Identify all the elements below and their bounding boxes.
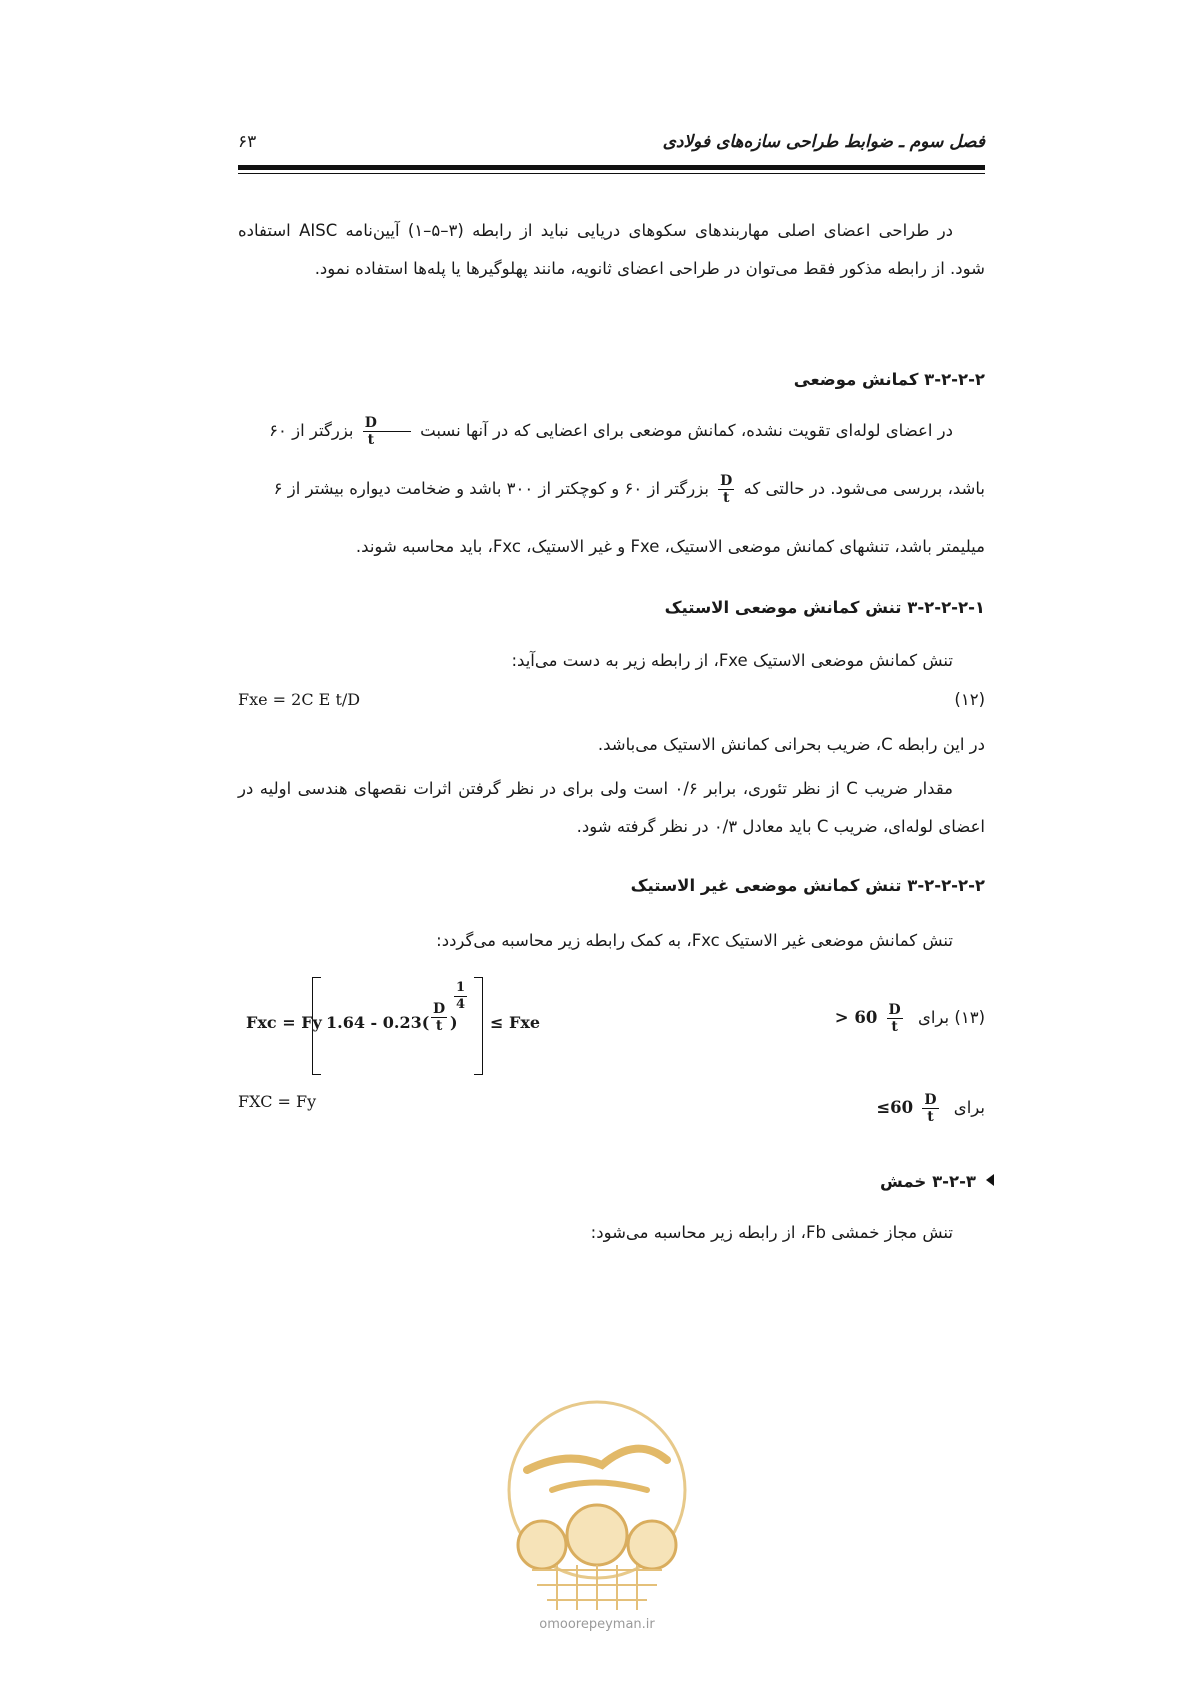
exp-den: 4 <box>456 997 466 1012</box>
paragraph-2 <box>238 412 985 450</box>
heading-bending <box>880 1172 994 1191</box>
frac-num: D <box>720 473 733 489</box>
p3-text: تنش کمانش موضعی الاستیک Fxe، از رابطه زیر به دست می‌آید: <box>511 651 953 670</box>
eq14-cond-value: ≤60 <box>876 1098 914 1117</box>
frac-den: t <box>435 1018 443 1034</box>
equation-13-condition <box>835 1002 985 1035</box>
eq13-lhs: Fxc = Fy <box>246 1013 322 1032</box>
p6-text: تنش کمانش موضعی غیر الاستیک Fxc، به کمک رابطه زیر محاسبه می‌گردد: <box>436 931 953 950</box>
heading-elastic-local-buckling: ۳-۲-۲-۲-۱ تنش کمانش موضعی الاستیک <box>664 598 985 617</box>
paragraph-7 <box>238 1214 985 1252</box>
ratio-d-over-t-2 <box>718 473 734 506</box>
logo-emblem-icon <box>497 1395 697 1615</box>
header-rule-thick <box>238 165 985 170</box>
frac-num: D <box>888 1002 901 1018</box>
logo-url: omoorepeyman.ir <box>539 1617 655 1632</box>
eq13-close-paren: ) <box>450 1013 458 1032</box>
paragraph-1: در طراحی اعضای اصلی مهاربندهای سکوهای دریایی نباید از رابطه (۳–۵–۱) آیین‌نامه AISC استفاده شود. از رابطه مذکور فقط می‌توان در طراحی اعضای ثانویه، مانند پهلوگیرها یا پله‌ها استفاده نمود. <box>238 221 985 278</box>
eq13-cond-ratio <box>887 1002 903 1035</box>
equation-14 <box>238 1092 985 1132</box>
equation-12 <box>238 690 985 730</box>
eq13-d-over-t <box>431 1001 447 1034</box>
eq14-formula: FXC = Fy <box>238 1092 317 1111</box>
frac-num: D <box>363 415 411 432</box>
paragraph-2-line-3: میلیمتر باشد، تنشهای کمانش موضعی الاستیک، Fxe و غیر الاستیک، Fxc، باید محاسبه شوند. <box>355 537 985 556</box>
heading-inelastic-local-buckling: ۳-۲-۲-۲-۲ تنش کمانش موضعی غیر الاستیک <box>630 876 985 895</box>
paragraph-4: در این رابطه C، ضریب بحرانی کمانش الاستیک می‌باشد. <box>597 735 985 754</box>
heading-local-buckling: ۳-۲-۲-۲ کمانش موضعی <box>793 370 985 389</box>
header-rule-thin <box>238 173 985 174</box>
eq13-cond-prefix: (۱۳) برای <box>917 1008 985 1027</box>
frac-num: D <box>433 1001 446 1017</box>
eq12-number: (۱۲) <box>954 690 985 709</box>
frac-den: t <box>367 432 375 448</box>
p2-line1-a: در اعضای لوله‌ای تقویت نشده، کمانش موضعی برای اعضایی که در آنها نسبت <box>420 421 953 440</box>
bullet-arrow-icon <box>986 1174 994 1186</box>
eq13-right-bracket <box>474 977 483 1075</box>
paragraph-2-line-2 <box>238 470 985 508</box>
page-number: ۶۳ <box>238 132 257 152</box>
eq14-cond-ratio <box>922 1092 938 1125</box>
frac-den: t <box>927 1109 934 1125</box>
p2-line1-b: بزرگتر از ۶۰ <box>269 421 354 440</box>
p2-line2-b: بزرگتر از ۶۰ و کوچکتر از ۳۰۰ باشد و ضخامت دیواره بیشتر از ۶ <box>273 479 709 498</box>
paragraph-5: مقدار ضریب C از نظر تئوری، برابر ۰/۶ است ولی برای در نظر گرفتن اثرات نقصهای هندسی اولیه در اعضای لوله‌ای، ضریب C باید معادل ۰/۳ در نظر گرفته شود. <box>238 779 985 836</box>
eq13-cond-value: > 60 <box>834 1008 878 1027</box>
chapter-title: فصل سوم ـ ضوابط طراحی سازه‌های فولادی <box>662 132 985 152</box>
p2-line2-a: باشد، بررسی می‌شود. در حالتی که <box>743 479 985 498</box>
paragraph-6 <box>238 922 985 960</box>
frac-den: t <box>891 1019 898 1035</box>
eq14-cond-prefix: برای <box>953 1098 985 1117</box>
page-header <box>238 126 985 166</box>
eq13-rhs: ≤ Fxe <box>490 1013 541 1032</box>
equation-14-condition <box>876 1092 985 1125</box>
equation-13-formula <box>246 975 546 1075</box>
watermark-logo <box>497 1395 697 1635</box>
heading-bending-text: ۳-۲-۳ خمش <box>880 1172 976 1191</box>
eq13-left-bracket <box>312 977 321 1075</box>
eq12-formula: Fxe = 2C E t/D <box>238 690 361 709</box>
frac-num: D <box>924 1092 937 1108</box>
eq13-inner: 1.64 - 0.23( <box>326 1013 430 1032</box>
paragraph-3 <box>238 642 985 680</box>
p7-text: تنش مجاز خمشی Fb، از رابطه زیر محاسبه می‌شود: <box>590 1223 953 1242</box>
frac-den: t <box>723 490 730 506</box>
ratio-d-over-t <box>363 415 411 448</box>
eq13-exponent <box>454 980 467 1013</box>
exp-num: 1 <box>456 980 466 995</box>
